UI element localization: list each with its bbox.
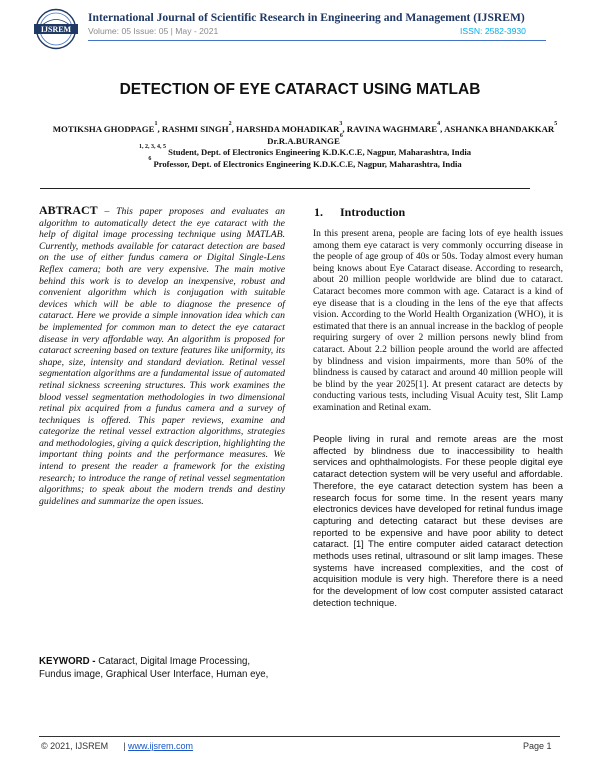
section-title: Introduction bbox=[340, 205, 406, 219]
abstract bbox=[39, 205, 285, 507]
author-sup: 6 bbox=[339, 132, 343, 139]
website-link[interactable]: www.ijsrem.com bbox=[128, 741, 194, 751]
journal-logo bbox=[30, 8, 82, 50]
footer-rule bbox=[39, 736, 560, 737]
intro-paragraph: In this present arena, people are facing lots of eye health issues among them eye cataract is very commonly occurring disease in the people of age group of 40s or 50s. Today almost every human being knows about Eye Cataract disease. According to research, about 20 million people worldwide are blind due to cataract. Cataract becomes more common with age. Cataract is a kind of eye disease that is a clouding in the lens of the eye that affects vision. According to the World Health Organization (WHO), it is estimated that there is an annual increase in the backlog of people requiring surgery of over 2 million persons newly blind from cataract. About 2.2 billion people around the world are affected by blindness and vision impairments, more than 50% of the blindness is caused by cataract and around 40 million people will be blind by the year 2025[1]. At present cataract are detects by conducting various tests, including Visual Acuity test, Slit Lamp examination and Retinal exam. bbox=[313, 229, 563, 413]
affiliation-text: Student, Dept. of Electronics Engineering K.D.K.C.E, Nagpur, Maharashtra, India bbox=[165, 147, 472, 157]
author-name: Dr.R.A.BURANGE bbox=[267, 135, 340, 146]
abstract-heading: ABTRACT bbox=[39, 203, 98, 217]
affiliation-sup: 1, 2, 3, 4, 5 bbox=[138, 144, 166, 150]
abstract-body: This paper proposes and evaluates an algorithm to automatically detect the eye cataract with the help of digital image processing technique using MATLAB. Currently, methods available for cataract detection are based on the use of either fundus camera or Digital Single-Lens Reflex camera; both are very expensive. The main motive behind this work is to develop an inexpensive, robust and convenient algorithm which is conjugation with suitable devices which will be able to diagnose the presence of cataract. Here we provide a simple innovation idea which can be implemented for common man to detect the eye cataract disease in very affordable way. An algorithm is proposed for cataract screening based on texture features like uniformity, its shape, size, intensity and standard deviation. Retinal vessel segmentation algorithms are a fundamental issue of automated retinal sickness screening structures. This work examines the blood vessel segmentation methodologies in two dimensional retinal pix acquired from a fundus camera and a survey of techniques is offered. This paper reviews, examine and categorize the retinal vessel extraction algorithms, strategies and methodologies, giving a quick description, highlighting the important thing points and the performance measures. We intend to present the reader a framework for the existing research; to introduce the range of retinal vessel segmentation algorithms; to speak about the modern trends and destiny guidelines and summarize the open issues. bbox=[39, 206, 285, 507]
author-separator: , bbox=[342, 124, 347, 134]
journal-title: International Journal of Scientific Research in Engineering and Management (IJSREM) bbox=[88, 11, 525, 24]
author-separator: , bbox=[231, 124, 237, 134]
author-list bbox=[40, 121, 570, 147]
keywords bbox=[39, 656, 285, 681]
footer-divider: | bbox=[123, 741, 126, 751]
logo-text: IJSREM bbox=[40, 25, 72, 35]
affiliation-sup: 6 bbox=[148, 156, 152, 162]
section-divider bbox=[40, 188, 530, 189]
author-sup: 3 bbox=[339, 121, 343, 127]
author-name: ASHANKA BHANDAKKAR bbox=[444, 124, 555, 134]
paper-title: DETECTION OF EYE CATARACT USING MATLAB bbox=[119, 81, 481, 98]
page-number: Page 1 bbox=[523, 741, 552, 751]
author-separator: , bbox=[440, 124, 445, 134]
affiliation-students bbox=[40, 144, 570, 157]
keywords-heading: KEYWORD - bbox=[39, 656, 99, 667]
affiliation-text: Professor, Dept. of Electronics Engineering K.D.K.C.E, Nagpur, Maharashtra, India bbox=[151, 159, 462, 169]
affiliation-professor bbox=[40, 156, 570, 169]
intro-paragraph: People living in rural and remote areas are the most affected by blindness due to inaccessibility to health services and ophthalmologists. For these people digital eye cataract detection system will be very useful and affordable. Therefore, the eye cataract detection system has been a research focus for some time. In the resent years many electronics devices have developed for retinal fundus image capturing and detecting cataract but these devises are reported to be expensive and have poor ability to detect cataract. [1] The entire computer aided cataract detection methods uses retinal, ultrasound or slit lamp images. These systems have increased complexities, and the cost of acquisition module is very high. Therefore there is a need for the development of low cost computer assisted cataract detection technique. bbox=[313, 433, 563, 608]
keywords-text: Cataract, Digital Image Processing, Fundus image, Graphical User Interface, Human eye, bbox=[39, 656, 269, 680]
issn: ISSN: 2582-3930 bbox=[460, 26, 526, 36]
section-heading-introduction bbox=[314, 205, 405, 220]
header-rule bbox=[88, 40, 546, 41]
abstract-dash: – bbox=[97, 206, 117, 217]
volume-issue: Volume: 05 Issue: 05 | May - 2021 bbox=[88, 26, 219, 36]
section-number: 1. bbox=[314, 205, 323, 219]
author-sup: 4 bbox=[437, 121, 441, 127]
author-name: RASHMI SINGH bbox=[161, 124, 229, 134]
author-sup: 5 bbox=[554, 121, 558, 127]
footer-left bbox=[41, 741, 193, 751]
author-separator: , bbox=[157, 124, 162, 134]
author-name: MOTIKSHA GHODPAGE bbox=[52, 124, 155, 134]
author-name: HARSHDA MOHADIKAR bbox=[236, 124, 340, 134]
author-name: RAVINA WAGHMARE bbox=[346, 124, 438, 134]
copyright: © 2021, IJSREM bbox=[41, 741, 109, 751]
author-sup: 2 bbox=[228, 121, 232, 127]
author-sup: 1 bbox=[154, 121, 158, 127]
